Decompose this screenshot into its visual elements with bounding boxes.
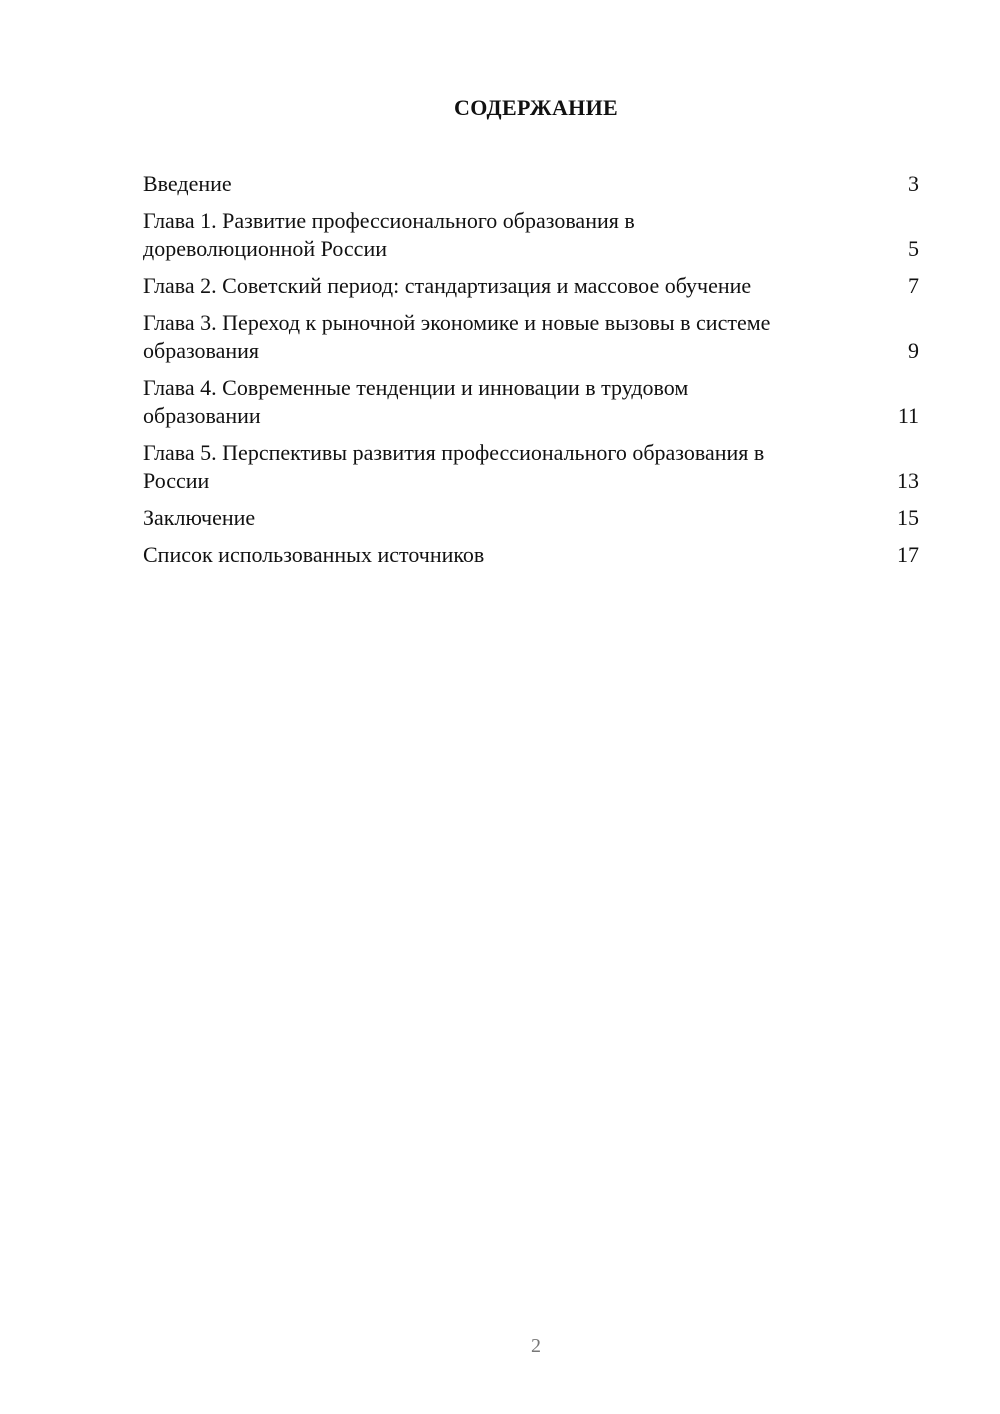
toc-entry-page: 13 — [897, 468, 919, 493]
toc-entry-text: Введение — [143, 171, 232, 196]
toc-entry-references — [143, 541, 919, 569]
toc-entry-text: Глава 3. Переход к рыночной экономике и новые вызовы в системе образования — [143, 310, 771, 363]
toc-entry-text: Список использованных источников — [143, 542, 485, 567]
toc-entry-chapter-3 — [143, 309, 919, 365]
toc-entry-conclusion — [143, 504, 919, 532]
toc-entry-text: Глава 4. Современные тенденции и инновации в трудовом образовании — [143, 375, 689, 428]
toc-entry-page: 11 — [897, 403, 919, 428]
page-number: 2 — [531, 1335, 541, 1357]
toc-entry-page: 15 — [897, 505, 919, 530]
toc-entry-text: Глава 5. Перспективы развития профессионального образования в России — [143, 440, 765, 493]
toc-entry-page: 7 — [908, 273, 919, 298]
toc-entry-chapter-5 — [143, 439, 919, 495]
toc-entry-chapter-1 — [143, 207, 919, 263]
toc-entry-text: Глава 2. Советский период: стандартизация и массовое обучение — [143, 273, 752, 298]
table-of-contents — [143, 170, 919, 578]
toc-entry-text: Глава 1. Развитие профессионального образования в дореволюционной России — [143, 208, 635, 261]
toc-entry-text: Заключение — [143, 505, 256, 530]
toc-entry-page: 9 — [908, 338, 919, 363]
toc-entry-page: 5 — [908, 236, 919, 261]
toc-entry-page: 17 — [897, 542, 919, 567]
toc-entry-page: 3 — [908, 171, 919, 196]
page-title: СОДЕРЖАНИЕ — [454, 95, 618, 120]
toc-entry-chapter-4 — [143, 374, 919, 430]
toc-entry-chapter-2 — [143, 272, 919, 300]
toc-entry-introduction — [143, 170, 919, 198]
